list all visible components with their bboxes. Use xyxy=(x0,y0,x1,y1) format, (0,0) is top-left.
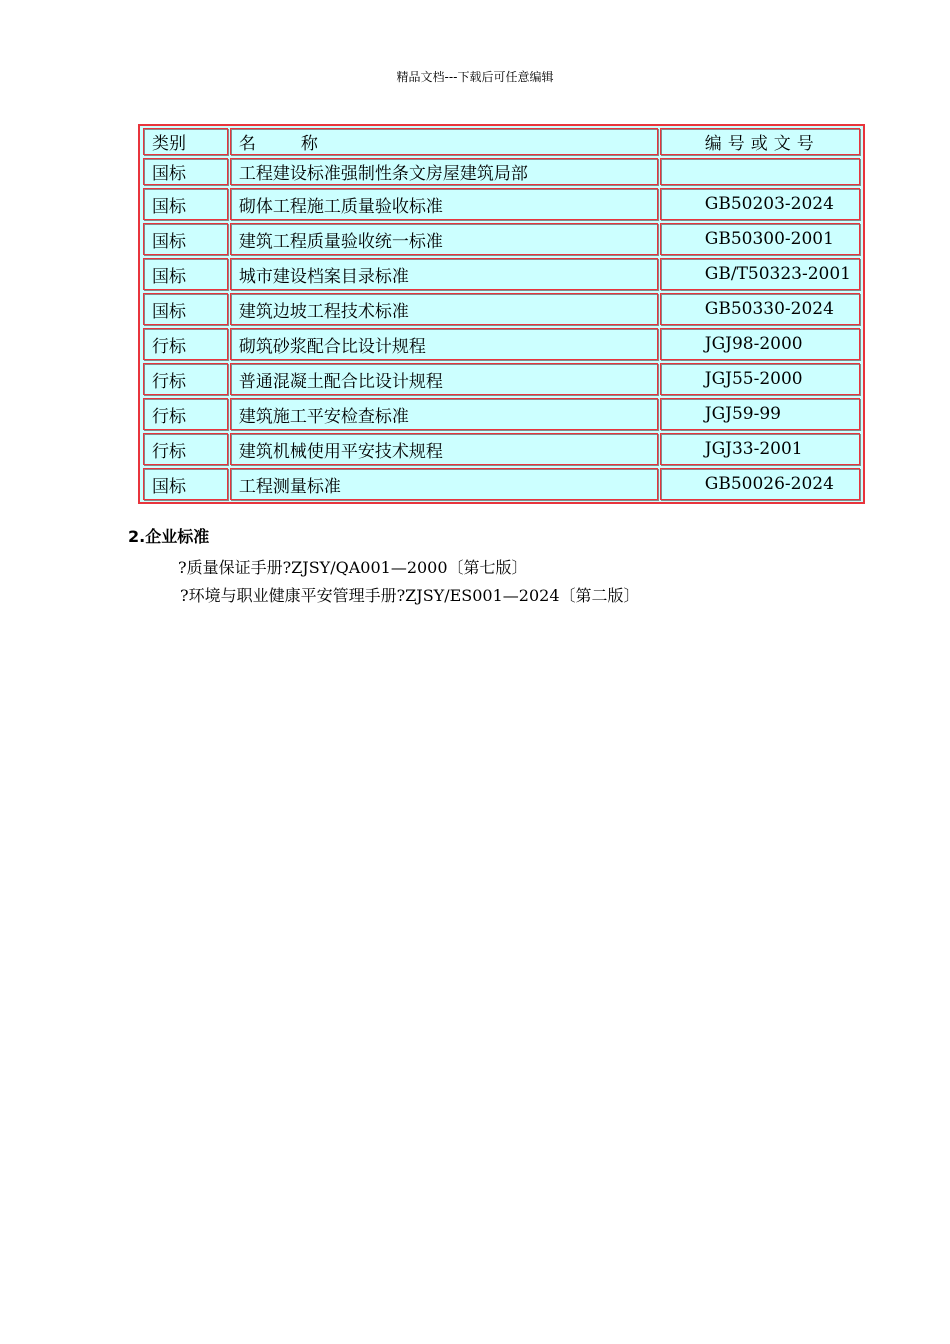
table-row xyxy=(143,468,860,500)
cell-code: JGJ98-2000 xyxy=(660,328,860,360)
cell-category: 国标 xyxy=(143,258,228,290)
cell-category: 国标 xyxy=(143,468,228,500)
header-name xyxy=(230,128,658,155)
cell-category: 行标 xyxy=(143,328,228,360)
table-row xyxy=(143,363,860,395)
cell-code xyxy=(660,158,860,185)
cell-name: 建筑边坡工程技术标准 xyxy=(230,293,658,325)
table-row xyxy=(143,158,860,185)
header-code: 编号或文号 xyxy=(660,128,860,155)
cell-name: 建筑施工平安检查标准 xyxy=(230,398,658,430)
cell-category: 行标 xyxy=(143,433,228,465)
table-row xyxy=(143,223,860,255)
cell-code: GB50026-2024 xyxy=(660,468,860,500)
cell-name: 工程测量标准 xyxy=(230,468,658,500)
cell-code: JGJ59-99 xyxy=(660,398,860,430)
cell-code: GB50203-2024 xyxy=(660,188,860,220)
header-category: 类别 xyxy=(143,128,228,155)
cell-category: 国标 xyxy=(143,223,228,255)
cell-name: 工程建设标准强制性条文房屋建筑局部 xyxy=(230,158,658,185)
table-row xyxy=(143,293,860,325)
table-row xyxy=(143,433,860,465)
cell-category: 国标 xyxy=(143,158,228,185)
cell-code: GB50330-2024 xyxy=(660,293,860,325)
cell-code: JGJ33-2001 xyxy=(660,433,860,465)
cell-category: 行标 xyxy=(143,363,228,395)
table-row xyxy=(143,258,860,290)
header-name-b: 称 xyxy=(300,134,321,154)
cell-name: 建筑工程质量验收统一标准 xyxy=(230,223,658,255)
cell-name: 普通混凝土配合比设计规程 xyxy=(230,363,658,395)
cell-code: JGJ55-2000 xyxy=(660,363,860,395)
enterprise-standard-item: ?环境与职业健康平安管理手册?ZJSY/ES001—2024〔第二版〕 xyxy=(180,586,640,605)
cell-category: 国标 xyxy=(143,188,228,220)
table-row xyxy=(143,328,860,360)
table-row xyxy=(143,188,860,220)
section-title: 2.企业标准 xyxy=(128,527,210,546)
page-header: 精品文档---下载后可任意编辑 xyxy=(396,70,554,84)
cell-name: 砌体工程施工质量验收标准 xyxy=(230,188,658,220)
cell-code: GB50300-2001 xyxy=(660,223,860,255)
cell-name: 城市建设档案目录标准 xyxy=(230,258,658,290)
cell-code: GB/T50323-2001 xyxy=(660,258,860,290)
enterprise-standard-item: ?质量保证手册?ZJSY/QA001—2000〔第七版〕 xyxy=(178,558,528,577)
table-header-row xyxy=(143,128,860,155)
cell-category: 行标 xyxy=(143,398,228,430)
standards-table xyxy=(138,124,865,504)
cell-category: 国标 xyxy=(143,293,228,325)
header-name-a: 名 xyxy=(238,134,259,154)
cell-name: 砌筑砂浆配合比设计规程 xyxy=(230,328,658,360)
cell-name: 建筑机械使用平安技术规程 xyxy=(230,433,658,465)
table-row xyxy=(143,398,860,430)
